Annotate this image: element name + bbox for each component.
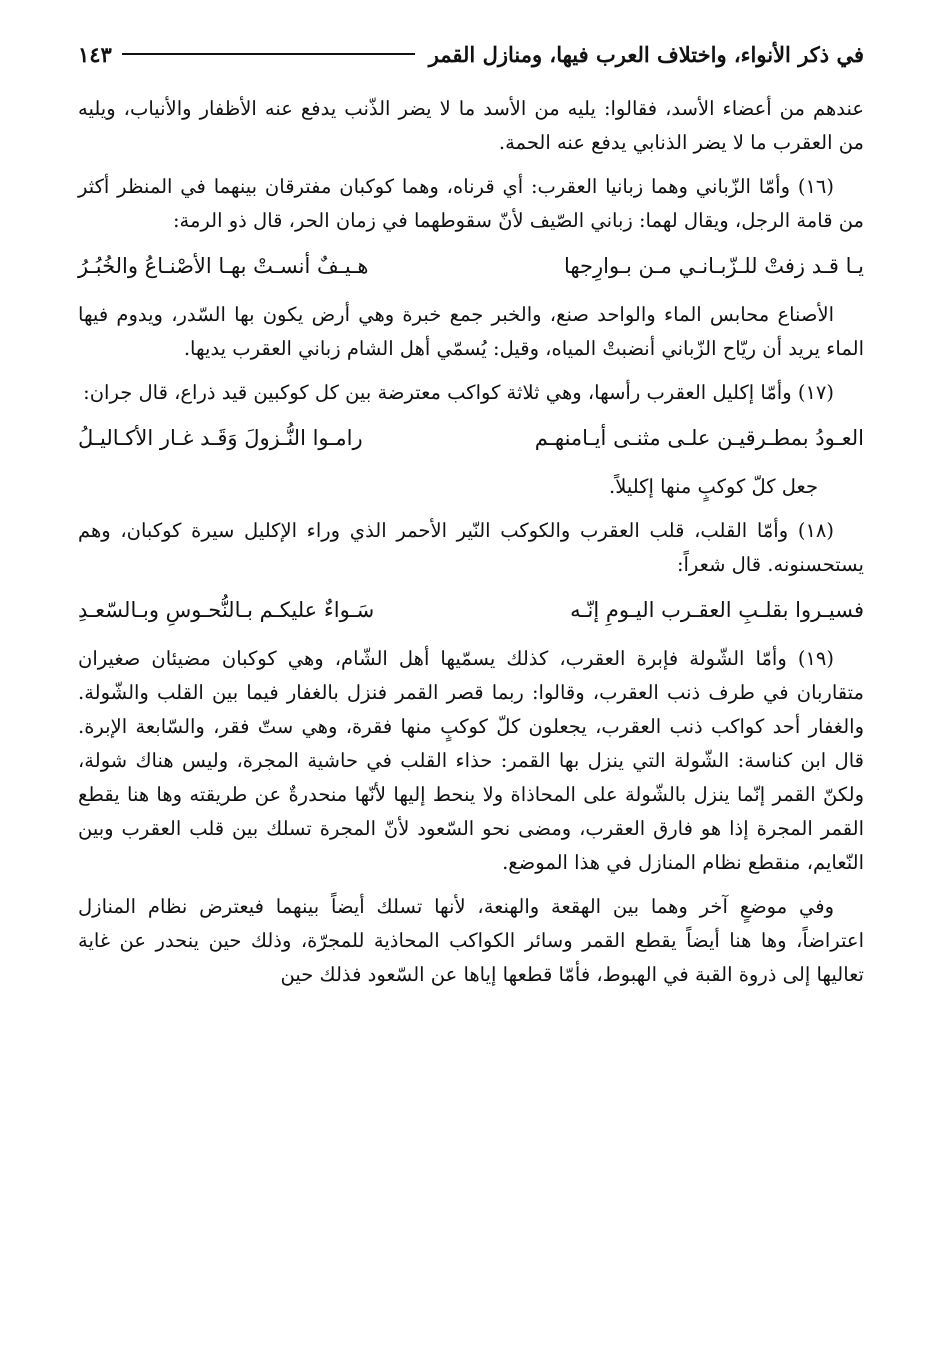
- page-number: ١٤٣: [78, 41, 112, 67]
- verse-dhu-al-rumma: [78, 248, 864, 284]
- paragraph-18: (١٨) وأمّا القلب، قلب العقرب والكوكب النّير الأحمر الذي وراء الإكليل سيرة كوكبان، وهم يستحسنونه. قال شعراً:: [78, 519, 864, 576]
- paragraph-16: (١٦) وأمّا الزّباني وهما زبانيا العقرب: أي قرناه، وهما كوكبان مفترقان بينهما في المنظر أكثر من قامة الرجل، ويقال لهما: زباني الصّيف لأنّ سقوطهما في زمان الحر، قال ذو الرمة:: [78, 175, 864, 232]
- running-head: [78, 34, 864, 74]
- chapter-title: في ذكر الأنواء، واختلاف العرب فيها، ومنازل القمر: [428, 41, 864, 67]
- verse-2-first-hemistich: العـودُ بمطـرقيـن علـى مثنـى أيـامنهـم: [534, 426, 864, 450]
- page-body: [78, 92, 864, 1002]
- verse-3-first-hemistich: فسيـروا بقلـبِ العقـرب اليـومِ إنّـه: [570, 598, 864, 622]
- verse-1-second-hemistich: هـيـفٌ أنسـتْ بهـا الأصْنـاعُ والخُبُـرُ: [78, 254, 369, 278]
- paragraph-final: وفي موضعٍ آخر وهما بين الهقعة والهنعة، لأنها تسلك أيضاً بينهما فيعترض نظام المنازل اعتراضاً، وها هنا أيضاً يقطع القمر وسائر الكواكب المحاذية للمجرّة، وذلك حين ينحدر عن غاية تعاليها إلى ذروة القبة في الهبوط، فأمّا قطعها إياها عن السّعود فذلك حين: [78, 895, 864, 986]
- verse-2-comment: جعل كلّ كوكبٍ منها إكليلاً.: [609, 475, 818, 498]
- header-rule: [122, 53, 415, 55]
- verse-jiran: [78, 420, 864, 456]
- verse-3-second-hemistich: سَـواءٌ عليكـم بـالنُّحـوسِ وبـالسّعـدِ: [78, 598, 375, 622]
- verse-qalb: [78, 592, 864, 628]
- paragraph-19: (١٩) وأمّا الشّولة فإبرة العقرب، كذلك يسمّيها أهل الشّام، وهي كوكبان مضيئان صغيران متقاربان في طرف ذنب العقرب، وقالوا: ربما قصر القمر فنزل بالغفار فيما بين القلب والشّولة. والغفار أحد كواكب ذنب العقرب، يجعلون كلّ كوكبٍ منها فقرة، وهي ستّ فقر، والسّابعة الإبرة. قال ابن كناسة: الشّولة التي ينزل بها القمر: حذاء القلب في حاشية المجرة، وليس هناك شولة، ولكنّ القمر إنّما ينزل بالشّولة على المحاذاة ولا ينحط إليها لأنّها منحدرةٌ عن طريقته وها هنا يقطع القمر المجرة إذا هو فارق العقرب، ومضى نحو السّعود لأنّ المجرة تسلك بين قلب العقرب وبين النّعايم، منقطع نظام المنازل في هذا الموضع.: [78, 647, 864, 874]
- verse-1-first-hemistich: يـا قـد زفتْ للـزّبـانـي مـن بـوارِجها: [563, 254, 864, 278]
- paragraph-asna-explanation: الأصناع محابس الماء والواحد صنع، والخبر جمع خبرة وهي أرض يكون بها السّدر، ويدوم فيها الماء يريد أن ريّاح الزّباني أنضبتْ المياه، وقيل: يُسمّي أهل الشام زباني العقرب يديها.: [78, 303, 864, 360]
- verse-2-second-hemistich: رامـوا النُّـزولَ وَقَـد غـار الأكـاليـلُ: [78, 426, 363, 450]
- paragraph-17: (١٧) وأمّا إكليل العقرب رأسها، وهي ثلاثة كواكب معترضة بين كل كوكبين قيد ذراع، قال جران:: [83, 381, 834, 404]
- paragraph-1: عندهم من أعضاء الأسد، فقالوا: يليه من الأسد ما لا يضر الذّنب يدفع عنه الأظفار والأنياب، ويليه من العقرب ما لا يضر الذنابي يدفع عنه الحمة.: [78, 97, 864, 154]
